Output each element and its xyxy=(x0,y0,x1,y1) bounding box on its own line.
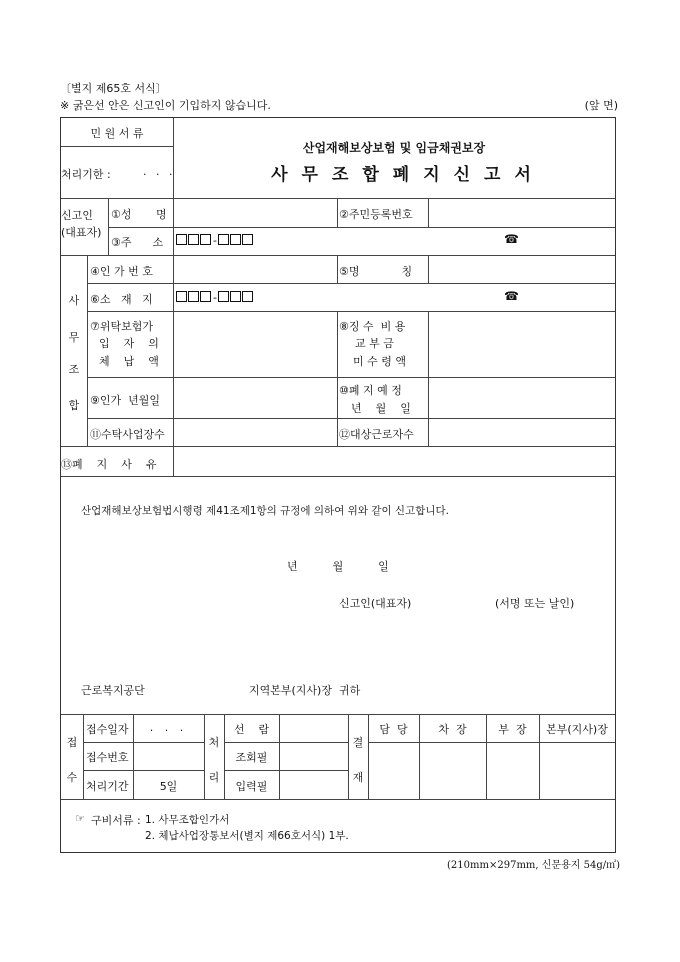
fee-label-3: 미 수 령 액 xyxy=(353,355,406,368)
arrears-label-1: ⑦위탁보험가 xyxy=(90,320,153,333)
processing-period-value: 5일 xyxy=(159,780,178,793)
recipient-org: 근로복지공단 xyxy=(81,684,145,697)
processing-row-2: 조회필 xyxy=(235,751,268,764)
office-group-char-1: 사 xyxy=(68,294,80,307)
form-table xyxy=(60,117,616,853)
form-subtitle: 산업재해보상보험 및 임금채권보장 xyxy=(302,141,486,155)
reporter-sub-label: (대표자) xyxy=(61,226,102,239)
closing-date-label-2: 년 월 일 xyxy=(351,402,411,415)
receipt-group-char-1: 접 xyxy=(66,736,78,749)
receipt-date-value: . . . xyxy=(149,721,188,734)
recipient-title: 지역본부(지사)장 귀하 xyxy=(249,684,361,697)
approval-group-char-2: 재 xyxy=(352,771,364,784)
address-label: ③주 소 xyxy=(111,236,164,249)
rrn-label: ②주민등록번호 xyxy=(339,208,413,221)
approval-date-label: ⑨인가 년월일 xyxy=(90,394,160,407)
attachment-item-1: 1. 사무조합인가서 xyxy=(145,814,230,826)
paper-spec: (210mm×297mm, 신문용지 54g/㎡) xyxy=(447,860,620,871)
processing-group-char-1: 처 xyxy=(208,736,220,749)
address-zip-boxes[interactable]: - xyxy=(176,234,254,247)
doc-type-label: 민 원 서 류 xyxy=(90,127,144,140)
attachments-label: 구비서류 : xyxy=(91,814,141,827)
closing-date-label-1: ⑩폐 지 예 정 xyxy=(339,384,402,397)
approval-col-deputy: 차 장 xyxy=(438,723,467,736)
arrears-label-2: 입 자 의 xyxy=(99,337,159,350)
arrears-label-3: 체 납 액 xyxy=(99,355,159,368)
telephone-icon: ☎ xyxy=(504,232,519,246)
receipt-date-label: 접수일자 xyxy=(86,723,129,736)
entrusted-count-label: ⑪수탁사업장수 xyxy=(90,428,165,441)
pointer-icon: ☞ xyxy=(75,812,85,825)
form-number: 〔별지 제65호 서식〕 xyxy=(60,82,167,95)
receipt-group-char-2: 수 xyxy=(66,771,78,784)
closing-reason-field[interactable] xyxy=(177,450,611,472)
name-field[interactable] xyxy=(177,202,333,224)
declaration-reporter: 신고인(대표자) xyxy=(339,597,412,610)
declaration-date: 년 월 일 xyxy=(287,560,389,573)
form-title: 사무조합폐지신고서 xyxy=(271,165,545,185)
closing-reason-label: ⑬폐 지 사 유 xyxy=(61,458,157,471)
approval-number-label: ④인 가 번 호 xyxy=(90,265,153,278)
office-group-char-4: 합 xyxy=(68,399,80,412)
fee-label-2: 교 부 금 xyxy=(355,337,394,350)
office-name-label: ⑤명 칭 xyxy=(339,265,413,278)
approval-col-staff: 담 당 xyxy=(379,723,408,736)
deadline-label: 처리기한 : xyxy=(61,168,111,181)
telephone-icon: ☎ xyxy=(504,289,519,303)
processing-period-label: 처리기간 xyxy=(86,780,129,793)
deadline-value: . . . xyxy=(143,165,176,178)
declaration-text: 산업재해보상보험법시행령 제41조제1항의 규정에 의하여 위와 같이 신고합니다. xyxy=(81,505,449,517)
reporter-label: 신고인 xyxy=(61,209,93,222)
processing-group-char-2: 리 xyxy=(208,771,220,784)
receipt-number-label: 접수번호 xyxy=(86,751,129,764)
location-zip-boxes[interactable]: - xyxy=(176,291,254,304)
approval-col-director: 본부(지사)장 xyxy=(546,723,608,736)
rrn-field[interactable] xyxy=(431,202,611,224)
processing-row-3: 입력필 xyxy=(235,780,268,793)
worker-count-label: ⑫대상근로자수 xyxy=(339,428,414,441)
office-group-char-2: 무 xyxy=(68,331,80,344)
approval-col-manager: 부 장 xyxy=(498,723,527,736)
signature-note: (서명 또는 날인) xyxy=(495,597,575,610)
processing-row-1: 선 람 xyxy=(233,723,270,736)
office-group-char-3: 조 xyxy=(68,363,80,376)
page-side: (앞 면) xyxy=(584,99,618,112)
location-label: ⑥소 재 지 xyxy=(90,293,153,306)
attachment-item-2: 2. 체납사업장통보서(별지 제66호서식) 1부. xyxy=(145,830,349,842)
notice-text: ※ 굵은선 안은 신고인이 기입하지 않습니다. xyxy=(60,99,271,112)
fee-label-1: ⑧징 수 비 용 xyxy=(339,320,406,333)
approval-group-char-1: 결 xyxy=(352,736,364,749)
name-label: ①성 명 xyxy=(111,208,167,221)
